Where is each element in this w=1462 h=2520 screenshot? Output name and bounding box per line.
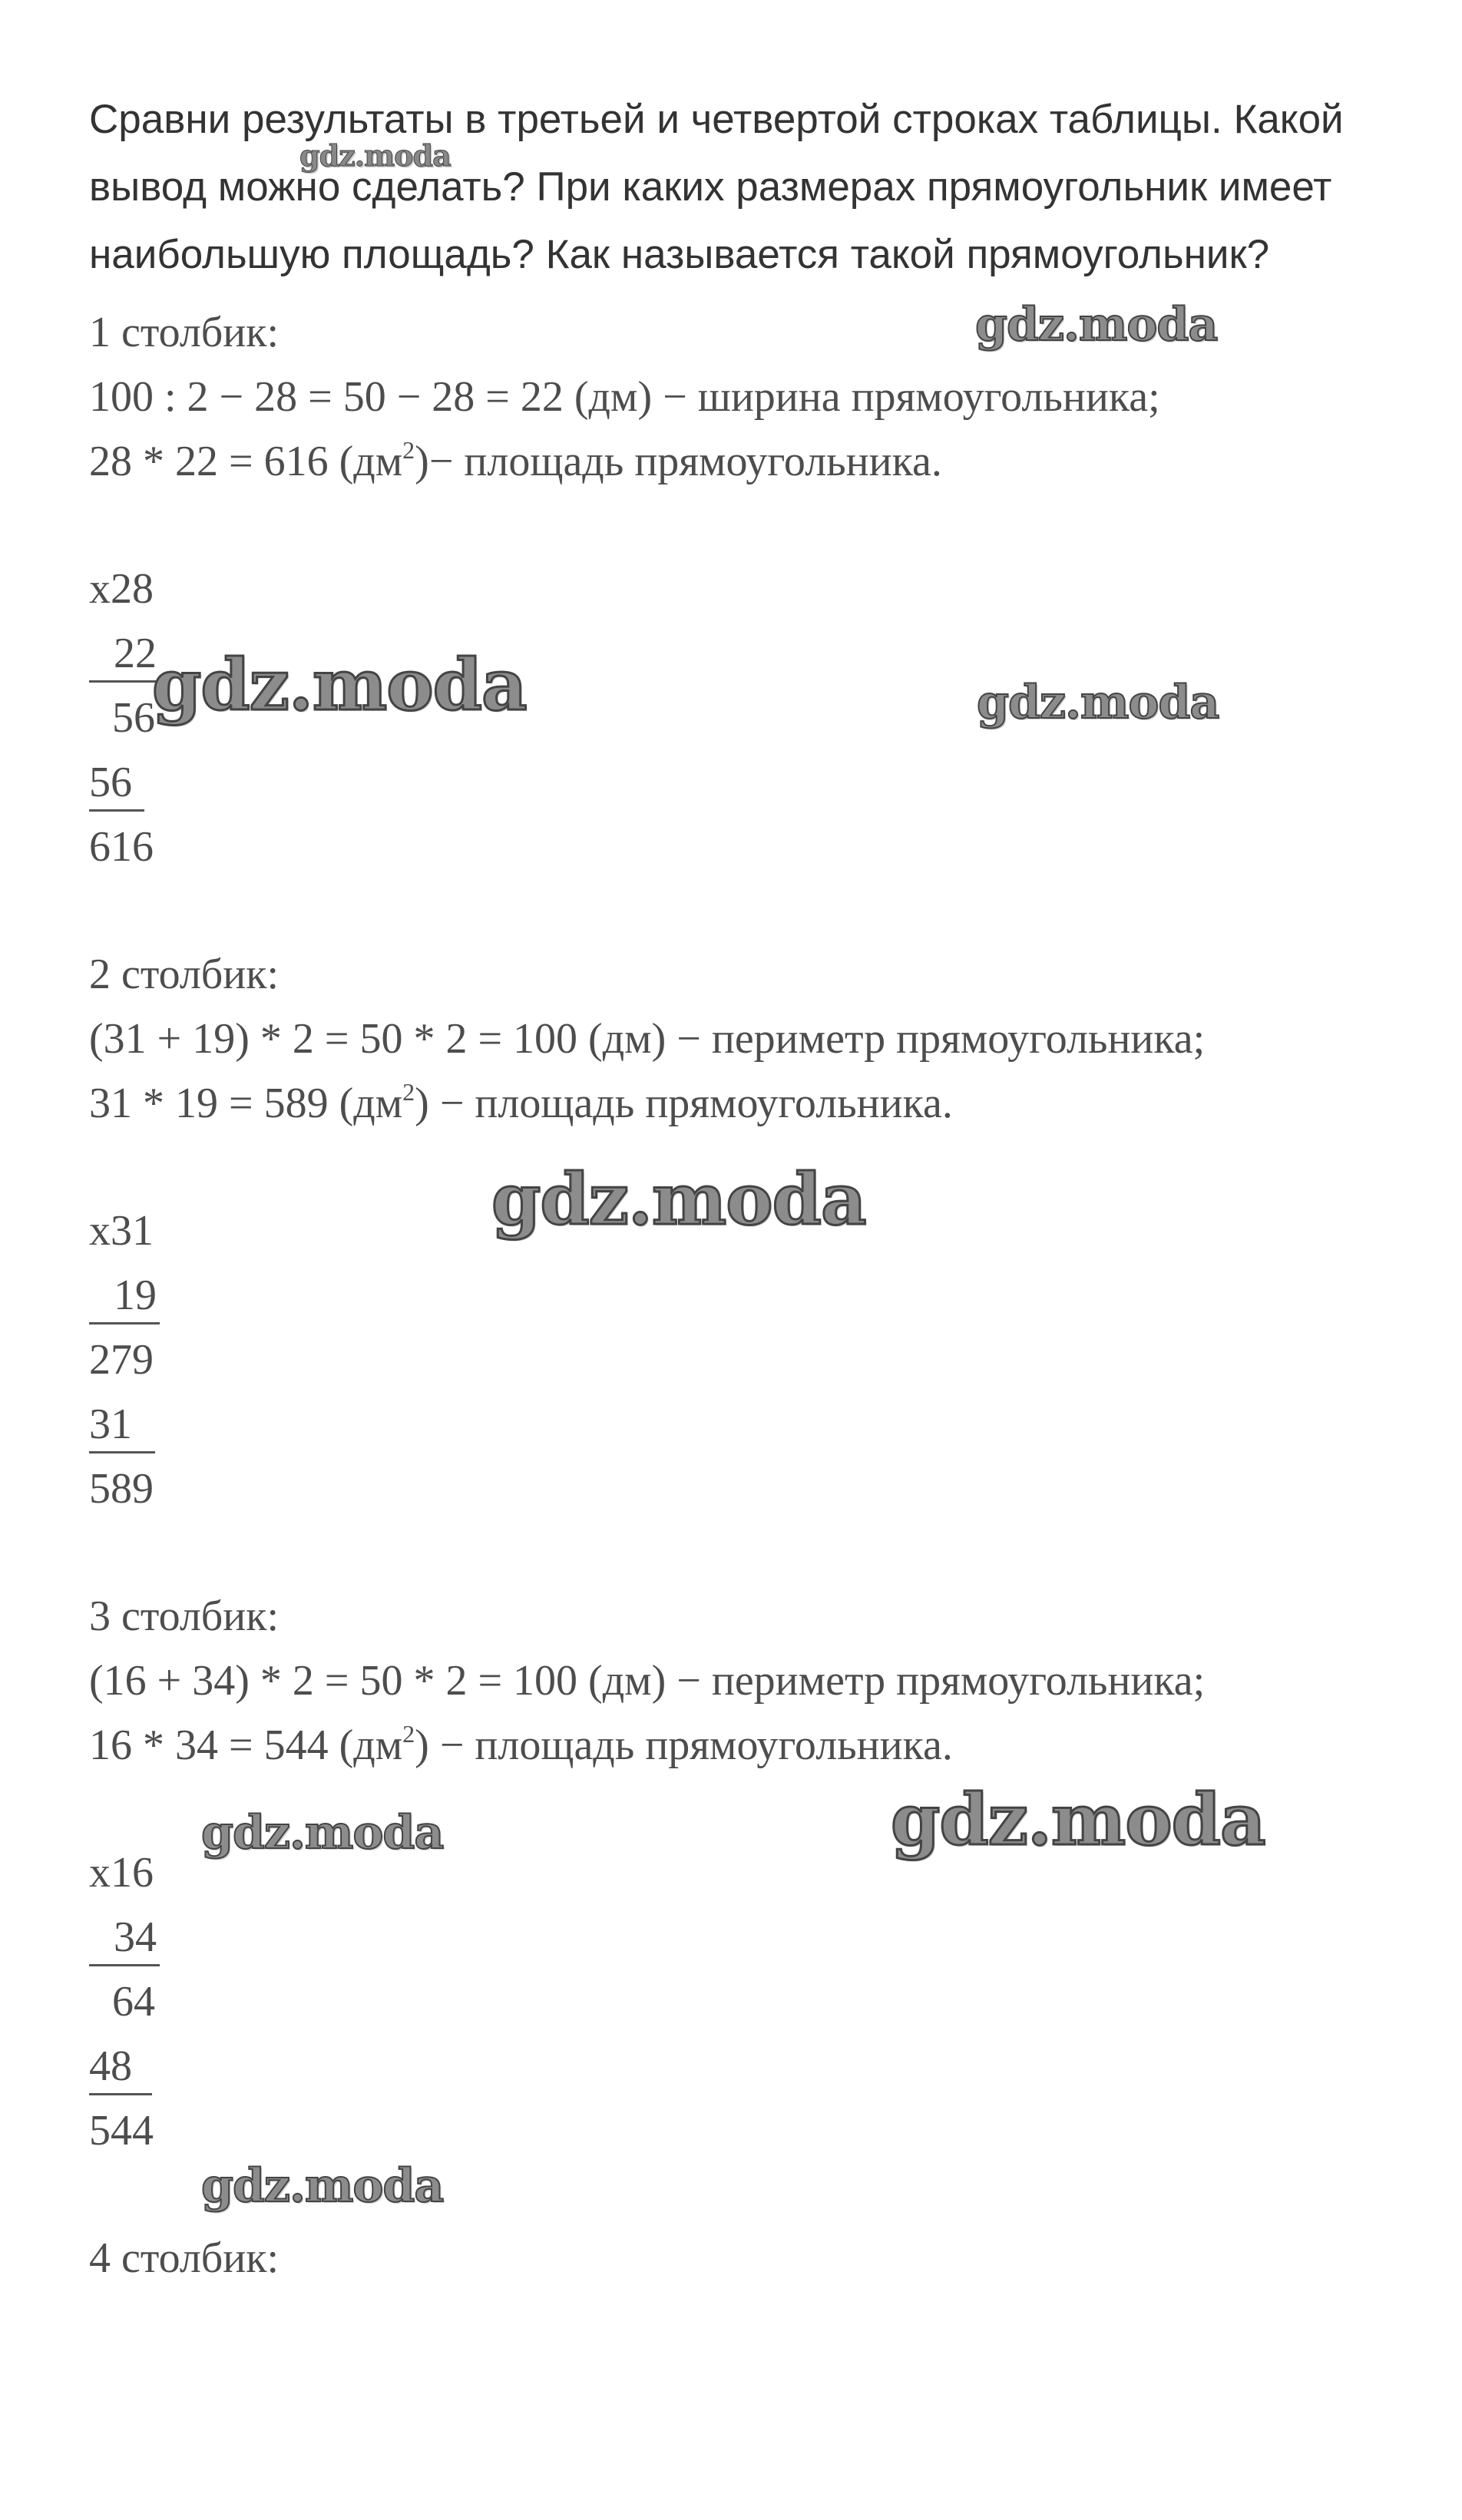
question-line-1: Сравни результаты в третьей и четвертой строках таблицы. Какой (89, 97, 1344, 142)
col3-equation-perimeter: (16 + 34) * 2 = 50 * 2 = 100 (дм) − периметр прямоугольника; (89, 1657, 1206, 1705)
col1-calc-row-1: x28 (89, 565, 154, 613)
watermark-logo: gdz.moda (299, 138, 451, 173)
watermark-logo: gdz.moda (152, 643, 527, 726)
watermark-logo: gdz.moda (977, 676, 1219, 729)
col3-calc-row-4: 48 (89, 2041, 152, 2095)
col2-equation-perimeter: (31 + 19) * 2 = 50 * 2 = 100 (дм) − периметр прямоугольника; (89, 1015, 1206, 1063)
col3-calc-row-1: x16 (89, 1849, 154, 1897)
col2-calc-row-3: 279 (89, 1336, 154, 1384)
superscript: 2 (402, 1078, 415, 1106)
col4-title: 4 столбик: (89, 2234, 280, 2282)
superscript: 2 (402, 1720, 415, 1748)
col1-equation-width: 100 : 2 − 28 = 50 − 28 = 22 (дм) − ширина прямоугольника; (89, 373, 1160, 421)
question-line-3: наибольшую площадь? Как называется такой прямоугольник? (89, 232, 1270, 277)
watermark-logo: gdz.moda (201, 1806, 444, 1860)
col2-calc-row-1: x31 (89, 1207, 154, 1255)
col2-title: 2 столбик: (89, 951, 280, 998)
col2-equation-area: 31 * 19 = 589 $(дм^2)$ − площадь прямоугольника. (89, 1078, 953, 1127)
col1-calc-row-4: 56 (89, 757, 144, 812)
watermark-logo: gdz.moda (891, 1778, 1265, 1861)
col2-calc-row-4: 31 (89, 1399, 155, 1453)
col1-calc-row-2: 22 (89, 628, 157, 683)
watermark-logo: gdz.moda (975, 298, 1218, 352)
question-line-2: вывод можно сделать? При каких размерах прямоугольник имеет (89, 164, 1332, 210)
col1-calc-row-5: 616 (89, 823, 154, 871)
col3-equation-area: 16 * 34 = 544 $(дм^2)$ − площадь прямоугольника. (89, 1720, 953, 1769)
superscript: 2 (402, 436, 415, 464)
col3-calc-row-2: 34 (89, 1912, 160, 1966)
col2-calc-row-2: 19 (89, 1270, 160, 1324)
col3-title: 3 столбик: (89, 1592, 280, 1640)
col1-title: 1 столбик: (89, 309, 280, 356)
col3-calc-row-3: 64 (112, 1978, 155, 2026)
col2-calc-row-5: 589 (89, 1465, 154, 1513)
col1-calc-row-3: 56 (112, 694, 155, 742)
watermark-logo: gdz.moda (491, 1158, 866, 1241)
watermark-logo: gdz.moda (201, 2159, 444, 2213)
col1-equation-area: 28 * 22 = 616 $(дм^2)-$ площадь прямоугольника. (89, 436, 942, 485)
col3-calc-row-5: 544 (89, 2107, 154, 2155)
